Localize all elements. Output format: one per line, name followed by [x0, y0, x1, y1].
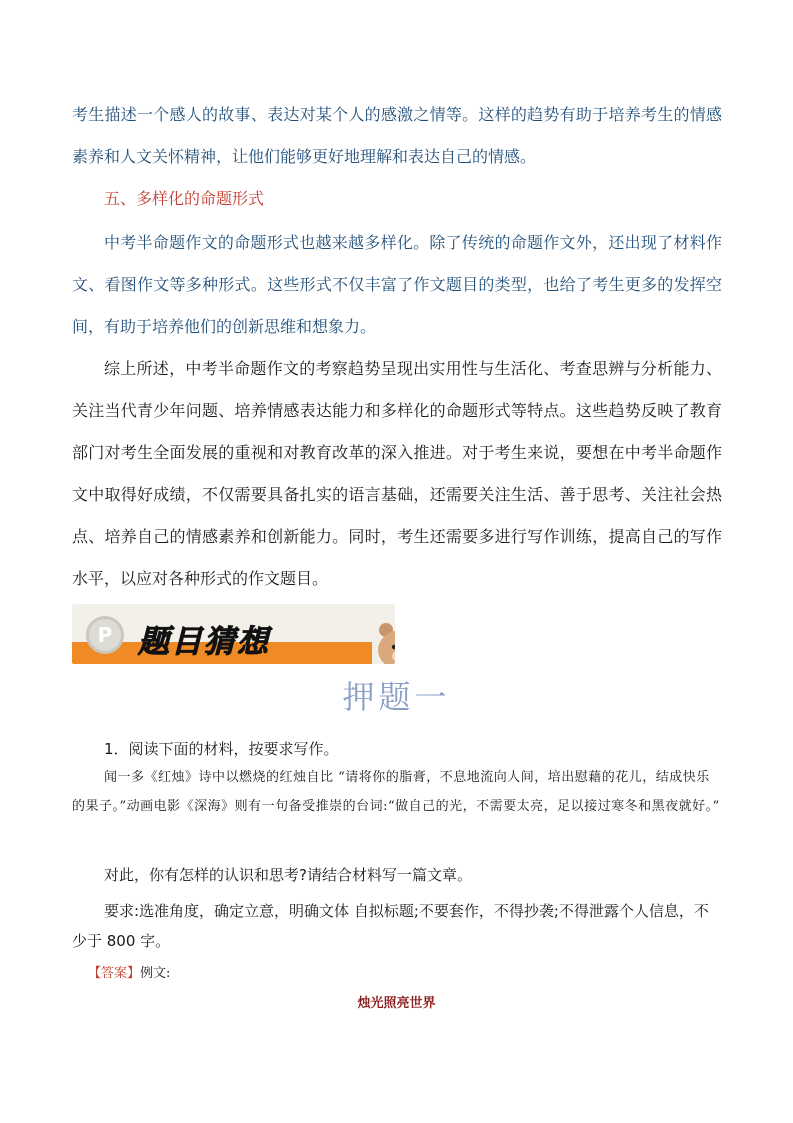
section-heading-five: 五、多样化的命题形式 — [104, 189, 265, 208]
answer-line — [88, 962, 170, 981]
paragraph-emotion: 考生描述一个感人的故事、表达对某个人的感激之情等。这样的趋势有助于培养考生的情感素养和人文关怀精神，让他们能够更好地理解和表达自己的情感。 — [72, 105, 722, 166]
answer-prefix: 例文: — [140, 966, 171, 981]
paragraph-diverse-forms: 中考半命题作文的命题形式也越来越多样化。除了传统的命题作文外，还出现了材料作文、看图作文等多种形式。这些形式不仅丰富了作文题目的类型，也给了考生更多的发挥空间，有助于培养他们的创新思维和想象力。 — [72, 233, 722, 336]
paragraph-summary: 综上所述，中考半命题作文的考察趋势呈现出实用性与生活化、考查思辨与分析能力、关注当代青少年问题、培养情感表达能力和多样化的命题形式等特点。这些趋势反映了教育部门对考生全面发展的重视和对教育改革的深入推进。对于考生来说，要想在中考半命题作文中取得好成绩，不仅需要具备扎实的语言基础，还需要关注生活、善于思考、关注社会热点、培养自己的情感素养和创新能力。同时，考生还需要多进行写作训练，提高自己的写作水平，以应对各种形式的作文题目。 — [72, 359, 722, 588]
section-title: 押题一 — [342, 678, 451, 716]
essay-title: 烛光照亮世界 — [357, 996, 436, 1011]
coin-icon: P — [86, 616, 124, 654]
bear-icon — [372, 620, 395, 664]
banner-topic-guess — [72, 604, 395, 664]
banner-title: 题目猜想 — [138, 624, 270, 660]
question-material: 闻一多《红烛》诗中以燃烧的红烛自比 “请将你的脂膏，不息地流向人间，培出慰藉的花儿，结成快乐的果子。”动画电影《深海》则有一句备受推崇的台词:“做自己的光，不需要太亮，足以接过寒冬和黑夜就好。” — [72, 770, 720, 814]
answer-label: 【答案】 — [88, 966, 141, 981]
question-think: 对此，你有怎样的认识和思考?请结合材料写一篇文章。 — [104, 866, 472, 884]
question-prompt: 1．阅读下面的材料，按要求写作。 — [104, 740, 339, 758]
question-requirements: 要求:选准角度，确定立意，明确文体 自拟标题;不要套作，不得抄袭;不得泄露个人信息，不少于 800 字。 — [72, 902, 709, 950]
